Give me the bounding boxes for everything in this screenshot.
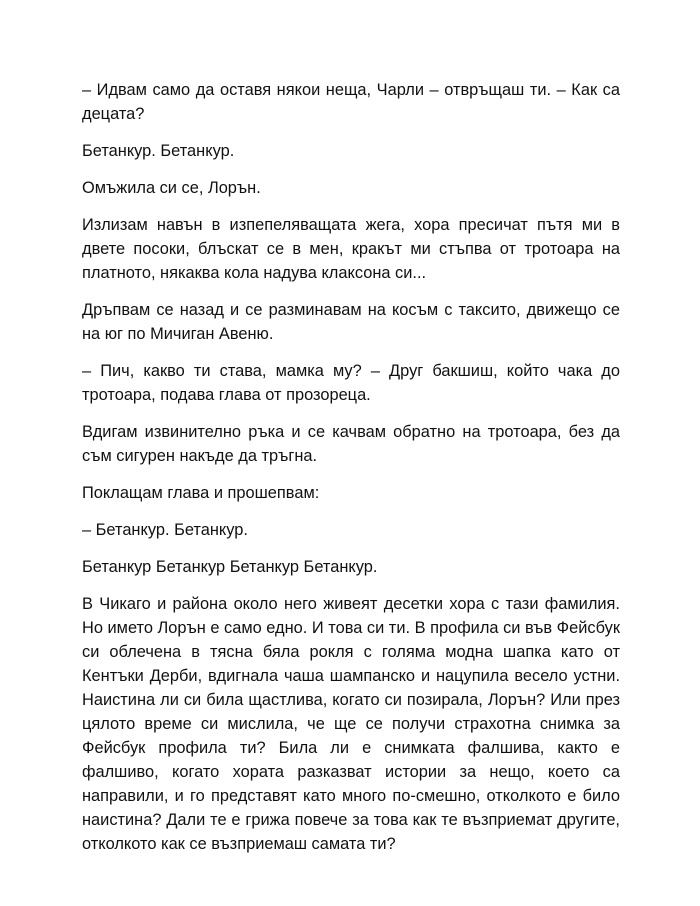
paragraph-1: – Идвам само да оставя някои неща, Чарли – отвръщаш ти. – Как са децата? [82, 81, 620, 123]
paragraph-5: Дръпвам се назад и се разминавам на косъм с таксито, движещо се на юг по Мичиган Авеню. [82, 301, 620, 343]
paragraph-7: Вдигам извинително ръка и се качвам обратно на тротоара, без да съм сигурен накъде да тръгна. [82, 423, 620, 465]
paragraph-4: Излизам навън в изпепеляващата жега, хора пресичат пътя ми в двете посоки, блъскат се в мен, кракът ми стъпва от тротоара на платното, някаква кола надува клаксона си... [82, 216, 620, 282]
document-page [82, 78, 620, 869]
paragraph-9: – Бетанкур. Бетанкур. [82, 521, 248, 539]
paragraph-3: Омъжила си се, Лорън. [82, 179, 261, 197]
paragraph-6: – Пич, какво ти става, мамка му? – Друг бакшиш, който чака до тротоара, подава глава от прозореца. [82, 362, 620, 404]
paragraph-8: Поклащам глава и прошепвам: [82, 484, 320, 502]
paragraph-11: В Чикаго и района около него живеят десетки хора с тази фамилия. Но името Лорън е само едно. И това си ти. В профила си във Фейсбук си облечена в тясна бяла рокля с голяма модна шапка като от Кентъки Дерби, вдигнала чаша шампанско и нацупила весело устни. Наистина ли си била щастлива, когато си позирала, Лорън? Или през цялото време си мислила, че ще се получи страхотна снимка за Фейсбук профила ти? Била ли е снимката фалшива, както е фалшиво, когато хората разказват истории за нещо, което са направили, и го представят като много по-смешно, отколкото е било наистина? Дали те е грижа повече за това как те възприемат другите, отколкото как се възприемаш самата ти? [82, 595, 620, 853]
paragraph-10: Бетанкур Бетанкур Бетанкур Бетанкур. [82, 558, 378, 576]
paragraph-2: Бетанкур. Бетанкур. [82, 142, 235, 160]
